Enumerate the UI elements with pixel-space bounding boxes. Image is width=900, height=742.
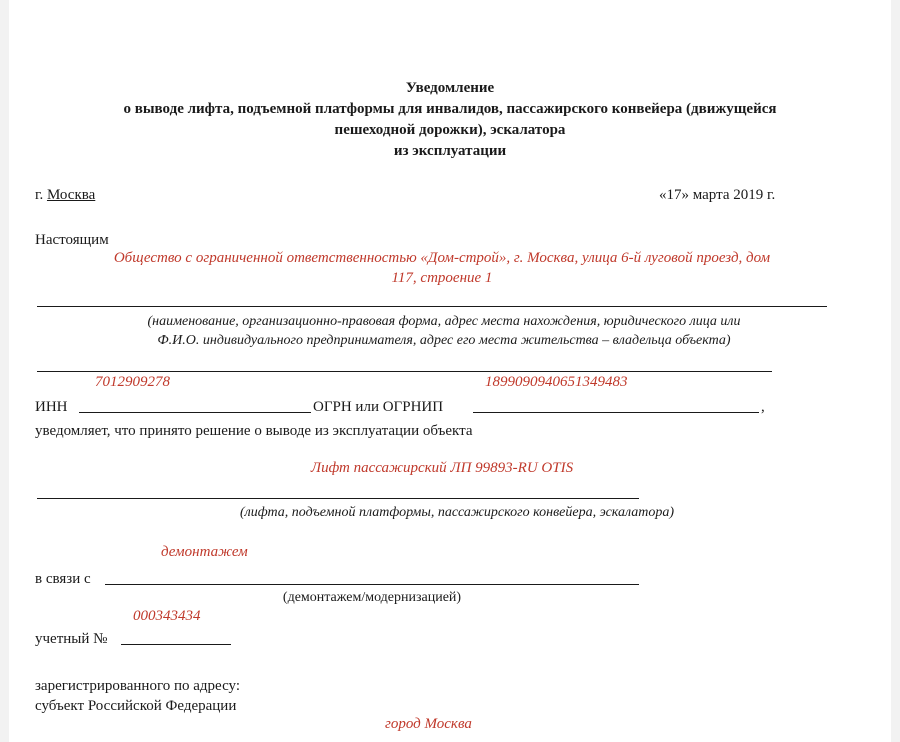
acct-label: учетный №	[35, 631, 108, 647]
object-value: Лифт пассажирский ЛП 99893-RU OTIS	[310, 460, 574, 476]
city-prefix: г.	[35, 187, 44, 203]
region-value: город Москва	[385, 716, 472, 732]
date-field: «17» марта 2019 г.	[659, 187, 776, 203]
comma: ,	[761, 399, 765, 415]
reg-line-2: субъект Российской Федерации	[35, 698, 237, 714]
notify-text: уведомляет, что принято решение о выводе из эксплуатации объекта	[35, 423, 473, 439]
reason-underline	[105, 584, 639, 585]
reason-value: демонтажем	[161, 544, 248, 560]
org-value-line-1: Общество с ограниченной ответственностью «Дом-строй», г. Москва, улица 6-й луговой проезд, дом	[113, 250, 771, 266]
object-caption: (лифта, подъемной платформы, пассажирского конвейера, эскалатора)	[239, 505, 675, 520]
intro-text: Настоящим	[35, 232, 109, 248]
reason-label: в связи с	[35, 571, 91, 587]
title-line-3: пешеходной дорожки), эскалатора	[334, 122, 566, 138]
inn-underline	[79, 412, 311, 413]
ogrn-value: 1899090940651349483	[485, 374, 628, 390]
caption-underline	[37, 371, 772, 372]
org-caption-line-2: Ф.И.О. индивидуального предпринимателя, адрес его места жительства – владельца объекта)	[157, 333, 731, 348]
notice-document	[9, 0, 891, 742]
inn-value: 7012909278	[95, 374, 170, 390]
title-line-4: из эксплуатации	[393, 143, 507, 159]
ogrn-label: ОГРН или ОГРНИП	[313, 399, 444, 415]
reg-line-1: зарегистрированного по адресу:	[35, 678, 240, 694]
title-line-1: Уведомление	[405, 80, 495, 96]
acct-value: 000343434	[133, 608, 201, 624]
org-underline	[37, 306, 827, 307]
document-title	[9, 78, 891, 162]
reason-caption: (демонтажем/модернизацией)	[282, 590, 462, 605]
object-underline	[37, 498, 639, 499]
city-value: Москва	[46, 187, 96, 203]
title-line-2: о выводе лифта, подъемной платформы для инвалидов, пассажирского конвейера (движущейся	[123, 101, 777, 117]
inn-label: ИНН	[35, 399, 68, 415]
city-field	[35, 186, 95, 204]
ogrn-underline	[473, 412, 759, 413]
org-caption-line-1: (наименование, организационно-правовая форма, адрес места нахождения, юридического лица или	[147, 314, 741, 329]
org-value-line-2: 117, строение 1	[391, 270, 493, 286]
acct-underline	[121, 644, 231, 645]
